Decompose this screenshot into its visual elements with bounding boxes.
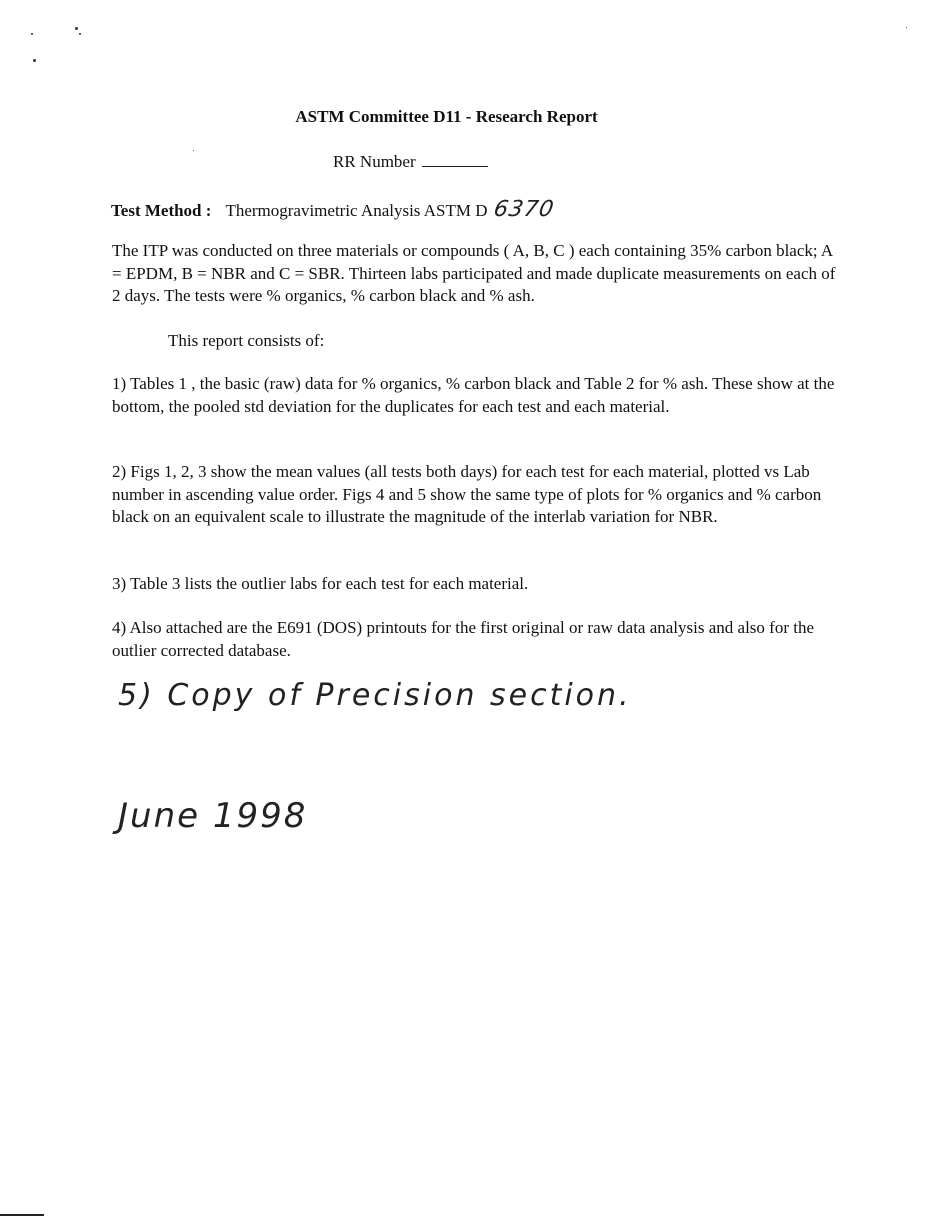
report-title: ASTM Committee D11 - Research Report: [295, 107, 598, 126]
consists-of-line: This report consists of:: [168, 331, 325, 350]
list-item: 1) Tables 1 , the basic (raw) data for % organics, % carbon black and Table 2 for % ash. These show at the bottom, the pooled std deviation for the duplicates for each test and each material.: [112, 374, 835, 416]
scan-speck: [31, 33, 33, 35]
list-item: 2) Figs 1, 2, 3 show the mean values (all tests both days) for each test for each material, plotted vs Lab number in ascending value order. Figs 4 and 5 show the same type of plots for % organics and % carbon black on an equivalent scale to illustrate the magnitude of the interlab variation for NBR.: [112, 462, 822, 526]
scan-speck: [75, 27, 78, 30]
handwritten-date: June 1998: [118, 796, 308, 836]
test-method-label: Test Method :: [111, 201, 212, 220]
scan-speck: [906, 27, 907, 28]
scan-speck: [33, 59, 36, 62]
rr-number-blank: [422, 152, 488, 167]
list-item: 4) Also attached are the E691 (DOS) printouts for the first original or raw data analysis and also for the outlier corrected database.: [112, 618, 814, 660]
rr-number-label: RR Number: [333, 152, 416, 171]
list-item: 3) Table 3 lists the outlier labs for each test for each material.: [112, 574, 529, 593]
handwritten-item-5: 5) Copy of Precision section.: [118, 678, 632, 713]
intro-paragraph: The ITP was conducted on three materials or compounds ( A, B, C ) each containing 35% carbon black; A = EPDM, B = NBR and C = SBR. Thirteen labs participated and made duplicate measurements on each of 2 days. The tests were % organics, % carbon black and % ash.: [112, 241, 836, 305]
rr-number-line: [333, 152, 488, 172]
scan-edge-mark: [0, 1214, 44, 1216]
scan-speck: [193, 150, 194, 151]
test-method-value: Thermogravimetric Analysis ASTM D: [225, 201, 488, 220]
scan-speck: [79, 33, 81, 35]
test-method-line: [111, 197, 554, 222]
astm-number-handwritten: 6370: [491, 197, 556, 222]
